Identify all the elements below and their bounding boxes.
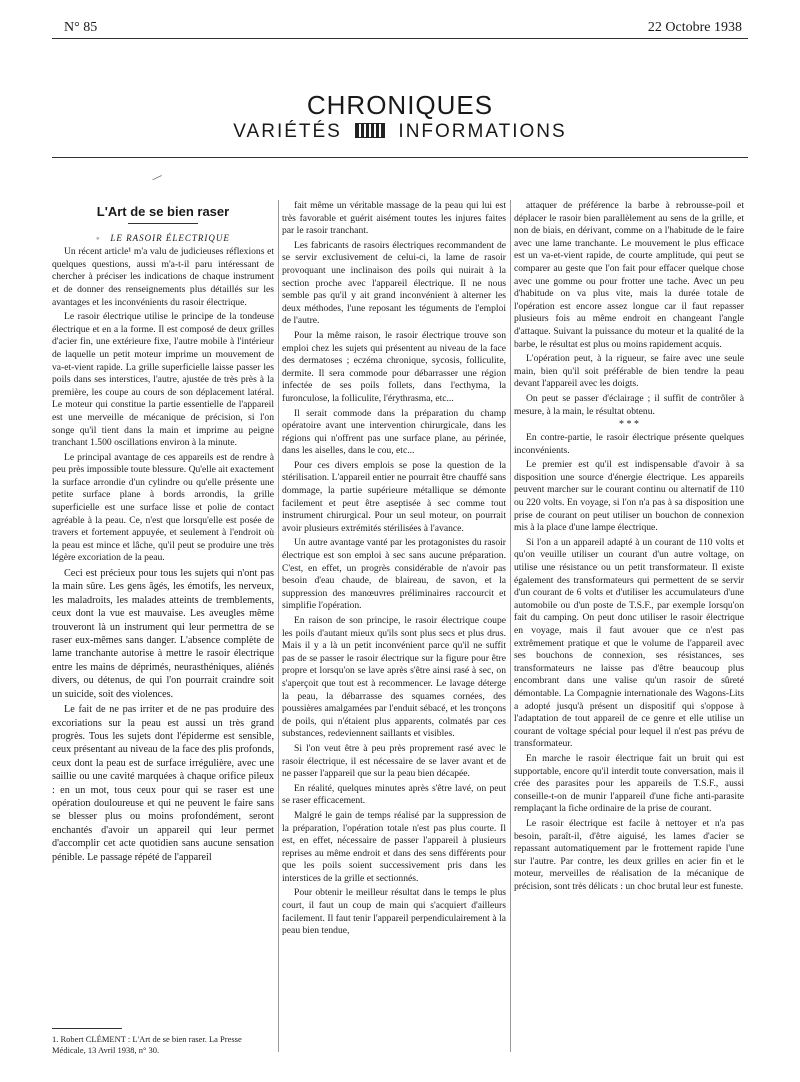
paragraph: En réalité, quelques minutes après s'être lavé, on peut se raser efficacement. (282, 782, 506, 807)
paragraph: Si l'on veut être à peu près proprement rasé avec le rasoir électrique, il est nécessaire de se laver avant et de ne passer l'appareil que sur la peau bien décapée. (282, 742, 506, 780)
title-rule (128, 223, 198, 224)
masthead-left-word: VARIÉTÉS (233, 121, 342, 142)
masthead-subtitle (0, 121, 800, 143)
paragraph: Ceci est précieux pour tous les sujets qui n'ont pas la main sûre. Les gens âgés, les émotifs, les nerveux, les maladroits, les malades atteints de tremblements, ceux dont la vue est mauvaise. Les aveugles même trouveront là un instrument qui leur permettra de se raser eux-mêmes sans danger. L'absence complète de lame tranchante autorise à mettre le rasoir électrique entre les mains de déprimés, neurasthéniques, aliénés divers, ou détenus, de qui l'on pourrait craindre soit un suicide, soit des violences. (52, 568, 274, 700)
paragraph: Un autre avantage vanté par les protagonistes du rasoir électrique est son emploi à sec sans aucune préparation. C'est, en effet, un progrès considérable de n'avoir pas besoin d'eau chaude, de blaireau, de savon, et la suppression des manœuvres préliminaires raccourcit et simplifie l'opération. (282, 537, 506, 612)
paragraph: Le rasoir électrique est facile à nettoyer et n'a pas besoin, paraît-il, d'être aiguisé, les lames d'acier se repassant automatiquement par le frottement rapide l'une sur l'autre. Par contre, les deux grilles en acier fin et le moteur, merveilles de réalisation de la mécanique de précision, sont très délicats : un choc brutal leur est funeste. (514, 817, 744, 892)
article-column-1 (52, 206, 274, 866)
footnote: 1. Robert CLÉMENT : L'Art de se bien raser. La Presse Médicale, 13 Avril 1938, n° 30. (52, 1034, 242, 1055)
paragraph: Un récent article¹ m'a valu de judicieuses réflexions et quelques questions, aussi m'a-t-il paru intéressant de chercher à préciser les indications de chaque instrument et de donner des renseignements plus détaillés sur les avantages et les inconvénients du rasoir électrique. (52, 246, 274, 308)
paragraph: Pour obtenir le meilleur résultat dans le temps le plus court, il faut un coup de main qui s'acquiert d'ailleurs facilement. Il faut tenir l'appareil perpendiculairement à la peau bien tendue, (282, 887, 506, 937)
paragraph: Pour la même raison, le rasoir électrique trouve son emploi chez les sujets qui présentent au niveau de la face des dermatoses ; eczéma chronique, sycosis, folliculite, dermite. Il sera commode pour débarrasser une région infectée de ses poils follets, dans l'ecthyma, la furonculose, la folliculite, l'érythrasma, etc... (282, 329, 506, 404)
paragraph: On peut se passer d'éclairage ; il suffit de contrôler à mesure, à la main, le résultat obtenu. (514, 392, 744, 417)
masthead-right-word: INFORMATIONS (398, 121, 567, 142)
paragraph: Le principal avantage de ces appareils est de rendre à peu près impossible toute blessure. Qu'elle ait exactement la surface arrondie d'un cylindre ou qu'elle présente une petite surface plane à bords arrondis, la grille superficielle est une surface lisse et polie de contact agréable à la peau. Ce, n'est que lorsqu'elle est posée de travers et fortement appuyée, et seulement à l'endroit où la peau est mince et lâche, qu'il peut se produire une très légère excoriation de la peau. (52, 451, 274, 564)
paragraph: Malgré le gain de temps réalisé par la suppression de la préparation, l'opération totale n'est pas plus courte. Il est, en effet, nécessaire de passer l'appareil à plusieurs reprises au même endroit et dans des sens différents pour que les poils soient successivement pris dans les interstices de la grille et sectionnés. (282, 809, 506, 884)
paragraph: Le rasoir électrique utilise le principe de la tondeuse électrique et en a la forme. Il est composé de deux grilles d'acier fin, une extérieure fixe, l'autre mobile à l'intérieur de laquelle un petit moteur imprime un mouvement de va-et-vient rapide. La grille superficielle laisse passer les poils dans ses interstices, l'autre, ajustée de très près à la première, les coupe au cours de son déplacement latéral. Le moteur qui constitue la partie essentielle de l'appareil est une merveille de mécanique de précision, si l'on songe qu'il tient dans la main et imprime au peigne tranchant 1.500 oscillations environ à la minute. (52, 311, 274, 449)
paragraph: L'opération peut, à la rigueur, se faire avec une seule main, bien qu'il soit préférable de bien tendre la peau devant l'appareil avec les doigts. (514, 353, 744, 390)
paragraph: Le premier est qu'il est indispensable d'avoir à sa disposition une source d'énergie électrique. Les appareils peuvent marcher sur le courant continu ou alternatif de 110 ou 220 volts. En voyage, si l'on n'a pas à sa disposition une prise de courant on peut utiliser un bouchon de connexion mis à la place d'une lampe électrique. (514, 459, 744, 534)
column-divider-2 (510, 200, 511, 1052)
article-subtitle (52, 232, 274, 245)
issue-number: N° 85 (64, 20, 98, 35)
bullet-icon: ◦ (96, 232, 101, 243)
paragraph: fait même un véritable massage de la peau qui lui est très favorable et guérit aisément toutes les injures faites par le rasoir tranchant. (282, 200, 506, 237)
column-divider-1 (278, 200, 279, 1052)
paragraph: Le fait de ne pas irriter et de ne pas produire des excoriations sur la peau est aussi un très grand progrès. Tous les sujets dont l'épiderme est sensible, ceux présentant au niveau de la face des plis profonds, ceux dont la peau est de surface irrégulière, avec une saillie ou une cavité marquées à chaque orifice pileux : en un mot, tous ceux pour qui se raser est une opération douloureuse et qui ne peuvent le faire sans se blesser plus ou moins profondément, seront enchantés d'avoir un appareil qui leur permet d'accomplir cet acte quotidien sans aucune sensation pénible. Le passage répété de l'appareil (52, 704, 274, 863)
masthead-title: CHRONIQUES (306, 90, 494, 120)
article-title: L'Art de se bien raser (96, 204, 230, 219)
paragraph: Il serait commode dans la préparation du champ opératoire avant une intervention chirurgicale, dans les régions qui n'offrent pas une surface plane, au périnée, dans les aiselles, dans le cou, etc... (282, 407, 506, 457)
paragraph: En contre-partie, le rasoir électrique présente quelques inconvénients. (514, 432, 744, 456)
article-subtitle-text: LE RASOIR ÉLECTRIQUE (110, 232, 230, 243)
footnote-rule (52, 1028, 122, 1029)
masthead-ornament-icon (355, 123, 385, 138)
paragraph: Les fabricants de rasoirs électriques recommandent de se servir exclusivement de celui-ci, la lame de rasoir provoquant une inclinaison des poils qui nuirait à la section proche avec l'appareil électrique. Il ne nous semble pas qu'il y ait grand inconvénient à alterner les deux méthodes, l'une reposant les téguments de l'emploi de l'autre. (282, 239, 506, 327)
article-column-2 (282, 200, 506, 940)
paragraph: attaquer de préférence la barbe à rebrousse-poil et déplacer le rasoir bien parallèlement au sens de la grille, et non de biais, en dérivant, comme on a l'habitude de le faire avec une lame tranchante. Le mouvement le plus efficace est un va-et-vient rapide, de courte amplitude, qui peut se comparer au geste que l'on fait pour effacer quelque chose avec une gomme ou pour frotter une tache. Avec un peu d'habitude on va plus vite, mais la durée totale de l'opération est encore assez longue car il faut repasser plusieurs fois au même endroit en changeant l'angle d'attaque. Suivant la puissance du moteur et la qualité de la barbe, le résultat est plus ou moins rapidement acquis. (514, 200, 744, 350)
top-rule (52, 38, 748, 39)
paragraph: En raison de son principe, le rasoir électrique coupe les poils d'autant mieux qu'ils sont plus secs et plus drus. Mais il y a là un petit inconvénient parce qu'il ne suffit pas de se passer le rasoir électrique sur la figure pour être propre et lorsqu'on se lave après s'être ainsi rasé à sec, on s'aperçoit que tout est à recommencer. Le lavage déterge la peau, la débarrasse des squames cornées, des poussières amalgamées par l'enduit sébacé, et les tronçons de poils, qui n'étaient plus apparents, colmatés par ces substances, redeviennent saillants et visibles. (282, 615, 506, 740)
issue-date: 22 Octobre 1938 (647, 20, 742, 35)
masthead-rule (52, 157, 748, 158)
paragraph: Si l'on a un appareil adapté à un courant de 110 volts et qu'on veuille utiliser un courant d'un autre voltage, on utilise une résistance ou un petit transformateur. Il existe également des transformateurs qui permettent de se servir d'un courant de 6 volts et d'utiliser les accumulateurs d'une automobile ou d'un poste de T.S.F., par exemple lorsqu'on fait du camping. On peut donc utiliser le rasoir électrique en voyage, mais il faut avouer que ce n'est pas extrêmement pratique et que le volume de l'appareil avec ses bouchons de connexion, ses résistances, ses transformateurs ne laisse pas d'être beaucoup plus encombrant dans une valise qu'un rasoir de sûreté démontable. La Compagnie internationale des Wagons-Lits a adopté jusqu'à présent un dispositif qui s'oppose à l'adaptation de tout appareil de ce genre et elle utilise un courant de voltage spécial pour lequel il n'est pas prévu de transformateur. (514, 536, 744, 750)
paragraph: En marche le rasoir électrique fait un bruit qui est supportable, encore qu'il interdit toute conversation, mais il crée des parasites pour les appareils de T.S.F., aussi conseille-t-on de munir l'appareil d'une fiche anti-parasite remplaçant la fiche ordinaire de la prise de courant. (514, 752, 744, 815)
article-column-3 (514, 200, 744, 895)
ink-mark-icon: — (150, 170, 164, 185)
section-stars: * * * (619, 419, 639, 431)
paragraph: Pour ces divers emplois se pose la question de la stérilisation. L'appareil entier ne pourrait être chauffé sans dommage, la partie supérieure métallique se démonte facilement et peut être aseptisée à sec comme tout instrument chirurgical. Pour un seul moteur, on pourrait avoir plusieurs extrémités stérilisées à l'avance. (282, 459, 506, 534)
